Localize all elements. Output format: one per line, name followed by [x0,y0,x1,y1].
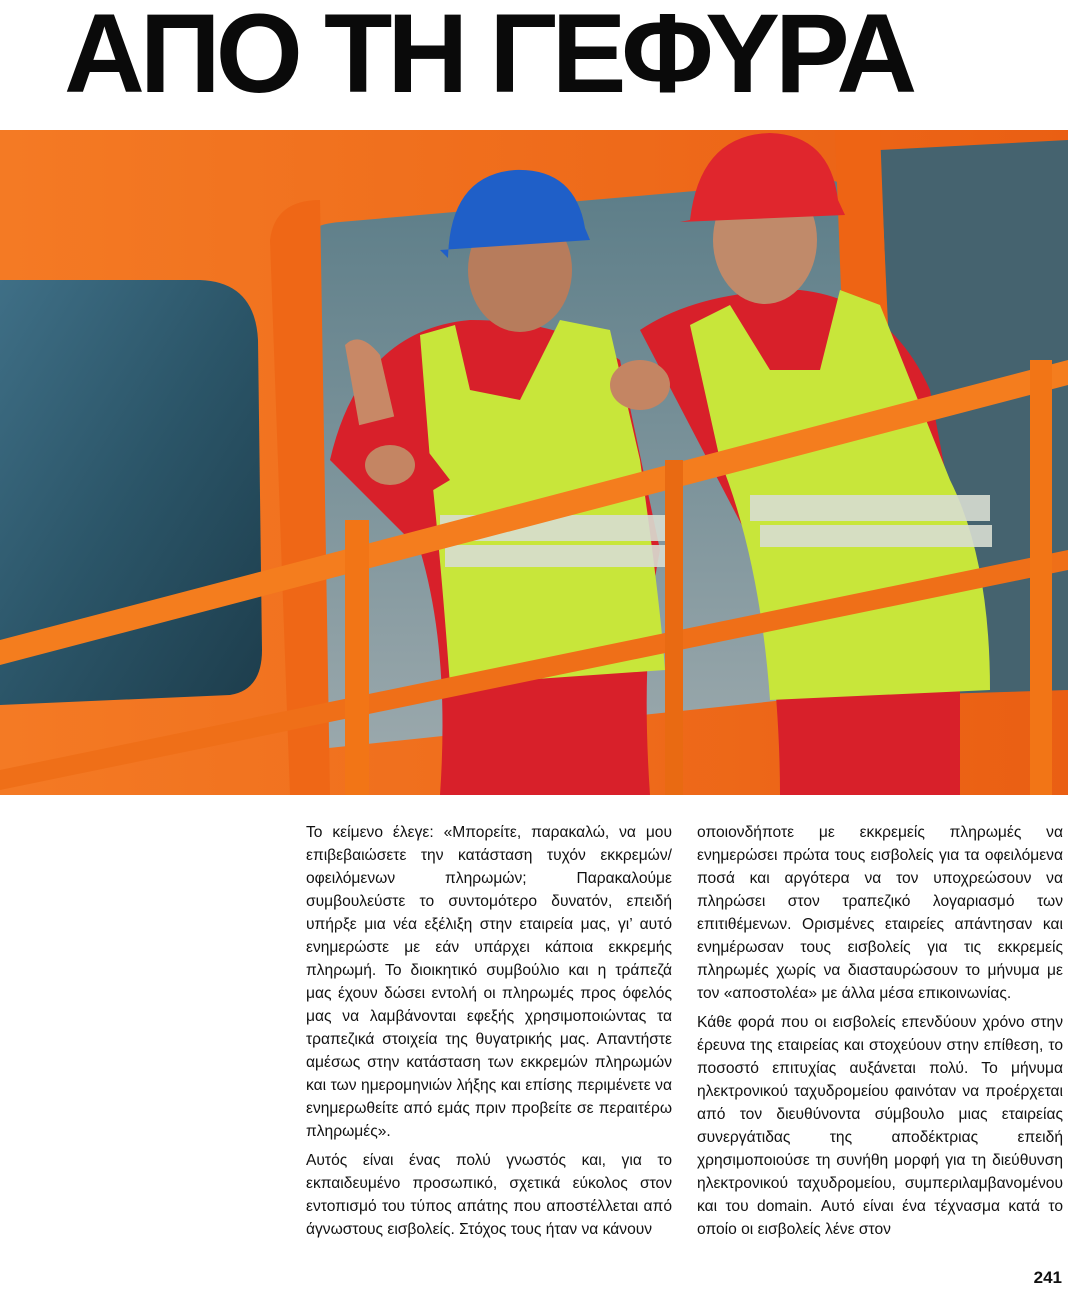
paragraph: Το κείμενο έλεγε: «Μπορείτε, παρακαλώ, να μου επιβεβαιώσετε την κατάσταση τυχόν εκκρεμών/οφειλόμενων πληρωμών; Παρακαλούμε συμβουλεύστε το συντομότερο δυνατόν, επειδή υπήρξε μια νέα εξέλιξη στην εταιρεία μας, γι’ αυτό ενημερώστε με εάν υπάρχει κάποια εκκρεμής πληρωμή. Το διοικητικό συμβούλιο και η τράπεζά μας έχουν δώσει εντολή οι πληρωμές προς όφελός μας να λαμβάνονται εφεξής χρησιμοποιώντας τα τραπεζικά στοιχεία της θυγατρικής μας. Απαντήστε αμέσως στην κατάσταση των εκκρεμών πληρωμών και των ημερομηνιών λήξης και επίσης περιμένετε να ενημερωθείτε από εμάς πριν προβείτε σε περαιτέρω πληρωμές». [306,824,672,1140]
page-number: 241 [1033,1268,1062,1287]
article-column-2 [697,821,1063,1247]
paragraph: Κάθε φορά που οι εισβολείς επενδύουν χρόνο στην έρευνα της εταιρείας και στοχεύουν στην επίθεση, το ποσοστό επιτυχίας αυξάνεται πολύ. Το μήνυμα ηλεκτρονικού ταχυδρομείου φαινόταν να προέρχεται από τον διευθύνοντα σύμβουλο μιας εταιρείας συνεργάτιδας της αποδέκτριας επειδή χρησιμοποιούσε τη συνήθη μορφή για τη διεύθυνση ηλεκτρονικού ταχυδρομείου, συμπεριλαμβανομένου και του domain. Αυτό είναι ένα τέχνασμα κατά το οποίο οι εισβολείς λένε στον [697,1014,1063,1238]
paragraph: Αυτός είναι ένας πολύ γνωστός και, για το εκπαιδευμένο προσωπικό, σχετικά εύκολος στον εντοπισμό του τύπος απάτης που αποστέλλεται από άγνωστους εισβολείς. Στόχος τους ήταν να κάνουν [306,1152,672,1238]
article-column-1 [306,821,672,1247]
headline: ΑΠΟ ΤΗ ΓΕΦΥΡΑ [64,0,913,116]
paragraph: οποιονδήποτε με εκκρεμείς πληρωμές να ενημερώσει πρώτα τους εισβολείς για τα οφειλόμενα ποσά και αργότερα να τον υποχρεώσουν να πληρώσει στον τραπεζικό λογαριασμό των επιτιθέμενων. Ορισμένες εταιρείες απάντησαν και ενημέρωσαν τους εισβολείς για τις εκκρεμείς πληρωμές χωρίς να διασταυρώσουν το μήνυμα με τον «αποστολέα» με άλλα μέσα επικοινωνίας. [697,824,1063,1002]
article-photo [0,130,1068,795]
